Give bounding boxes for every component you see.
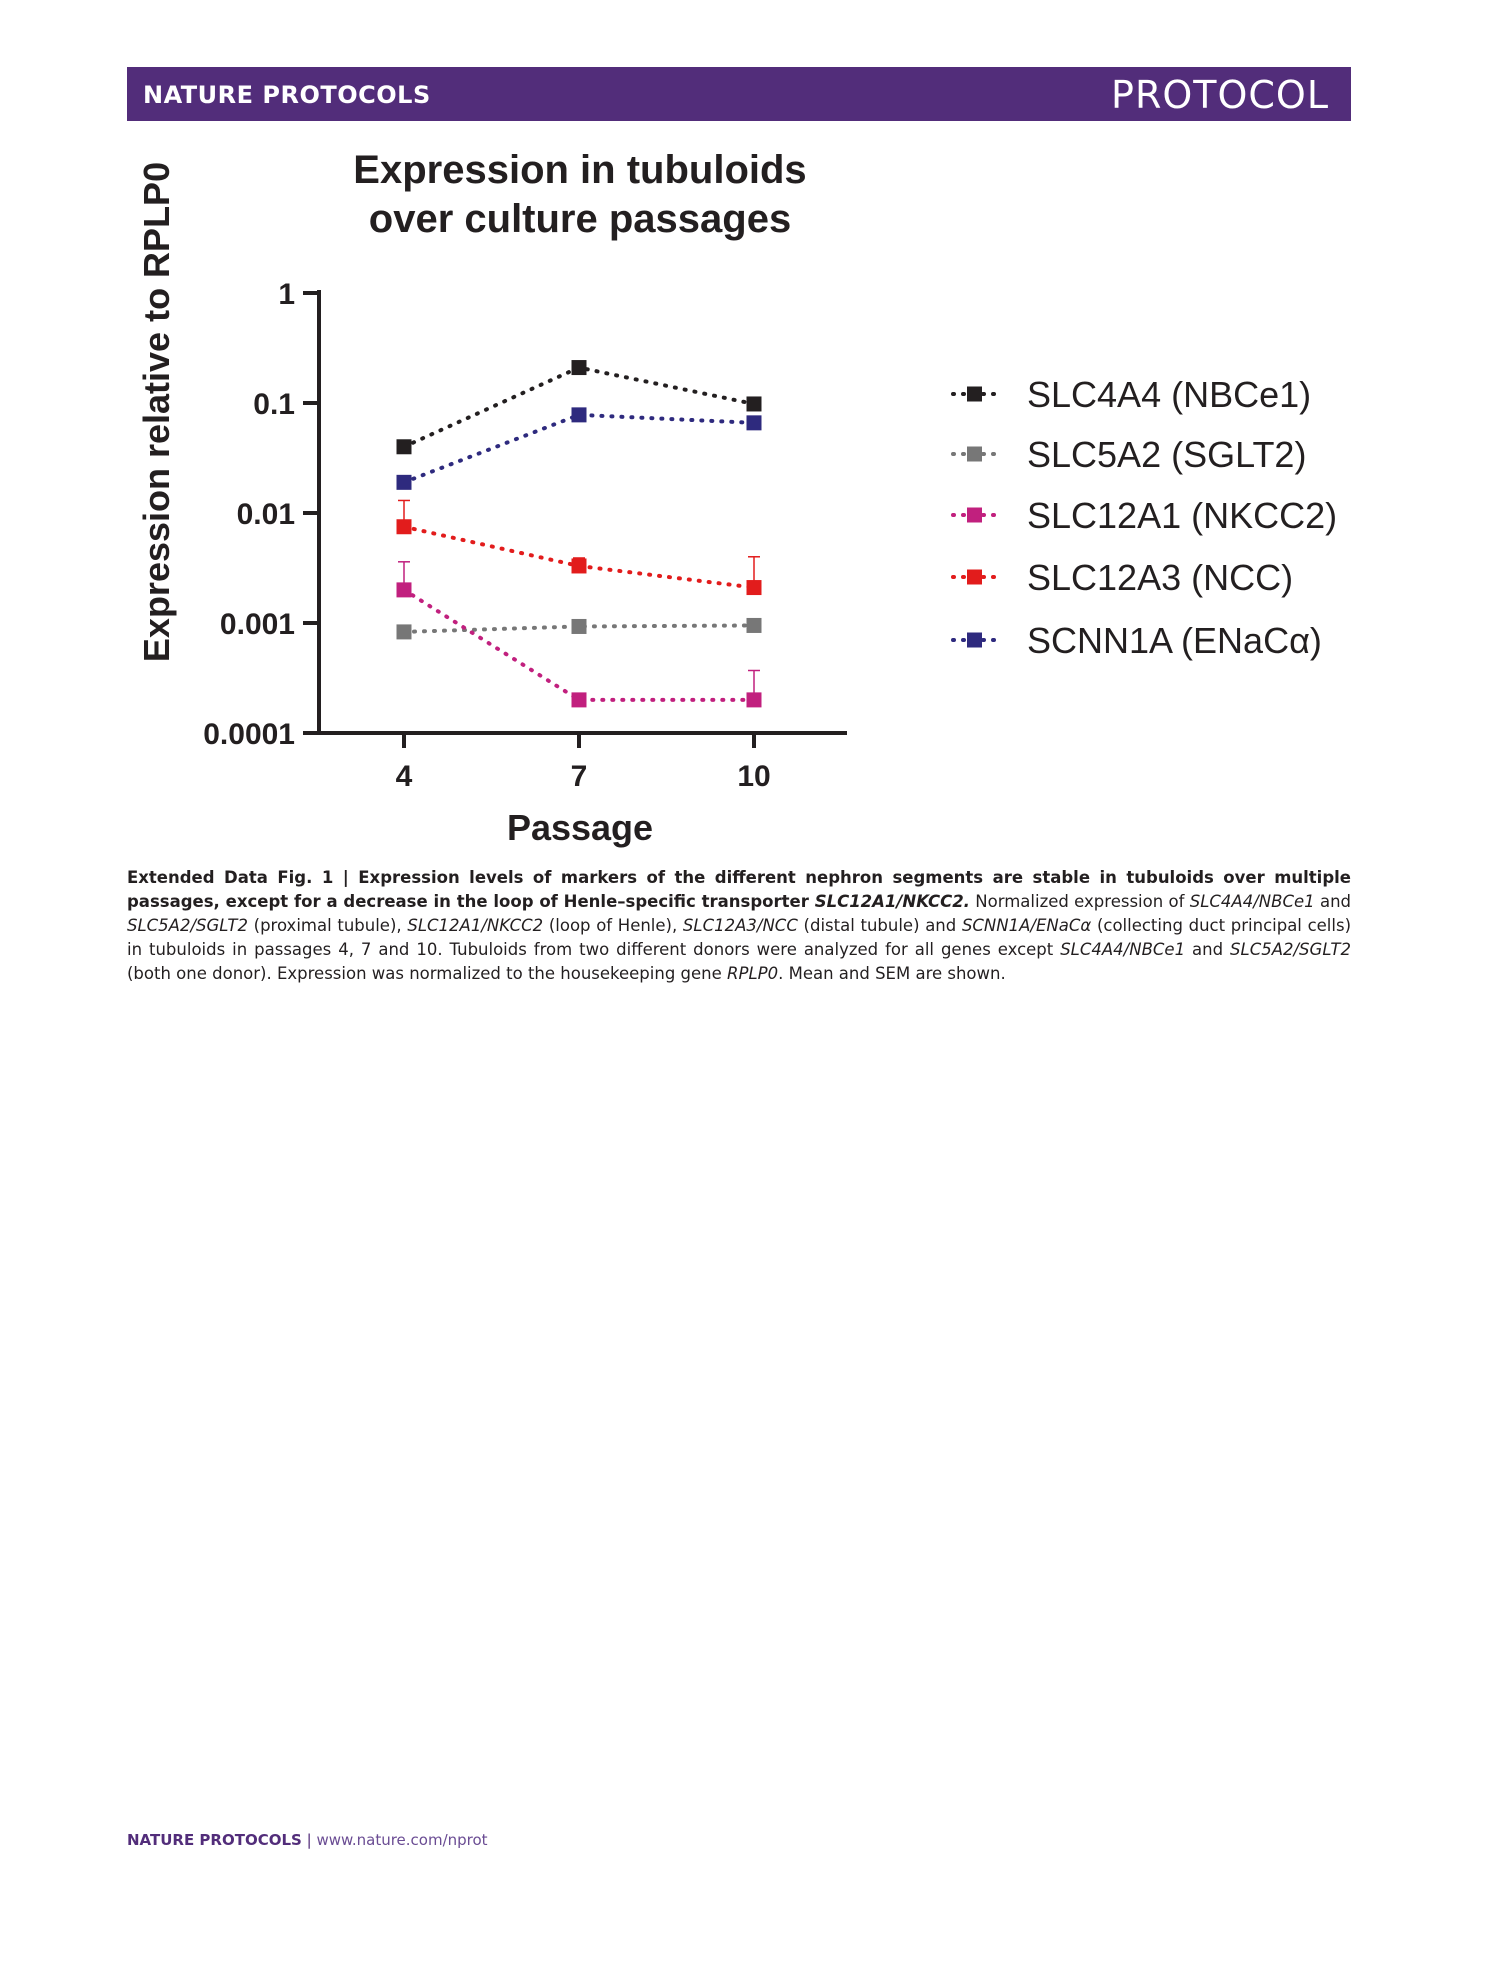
data-point	[397, 519, 412, 534]
data-point	[572, 619, 587, 634]
line-chart	[127, 140, 1351, 860]
series-line	[404, 590, 754, 700]
data-point	[747, 415, 762, 430]
footer	[127, 1831, 488, 1849]
caption-gene: RPLP0	[727, 964, 779, 983]
caption-text: (distal tubule) and	[797, 916, 962, 935]
footer-url[interactable]: www.nature.com/nprot	[316, 1831, 488, 1849]
caption-text: . Mean and SEM are shown.	[778, 964, 1006, 983]
caption-gene: SLC12A3/NCC	[682, 916, 798, 935]
legend-marker	[967, 387, 982, 402]
y-axis-label: Expression relative to RPLP0	[136, 161, 177, 663]
legend-label: SLC5A2 (SGLT2)	[1027, 434, 1307, 475]
series-line	[404, 415, 754, 482]
article-type: PROTOCOL	[1111, 73, 1329, 117]
y-tick-label: 1	[278, 278, 295, 311]
legend-marker	[967, 633, 982, 648]
caption-gene: SLC5A2/SGLT2	[127, 916, 248, 935]
data-point	[397, 439, 412, 454]
caption-text: Normalized expression of	[969, 892, 1190, 911]
legend-label: SCNN1A (ENaCα)	[1027, 620, 1322, 661]
y-tick-label: 0.001	[219, 608, 295, 641]
legend-marker	[967, 508, 982, 523]
caption-text: (collecting duct principal cells) in tubuloids in passages 4, 7 and 10. Tubuloids from two different donors were analyzed for all genes except	[127, 916, 1352, 959]
footer-separator: |	[301, 1831, 317, 1849]
data-point	[747, 580, 762, 595]
header-bar	[127, 67, 1351, 121]
caption-text: (proximal tubule),	[247, 916, 408, 935]
caption-gene: SLC4A4/NBCe1	[1189, 892, 1315, 911]
caption-gene: SLC5A2/SGLT2	[1230, 940, 1351, 959]
data-point	[397, 624, 412, 639]
chart-title-line1: Expression in tubuloids	[353, 148, 807, 192]
caption-text: (both one donor). Expression was normalized to the housekeeping gene	[127, 964, 728, 983]
data-point	[397, 582, 412, 597]
data-point	[572, 692, 587, 707]
caption-text: and	[1314, 892, 1351, 911]
legend-marker	[967, 447, 982, 462]
series-line	[404, 527, 754, 588]
x-tick-label: 7	[570, 760, 588, 793]
data-point	[747, 692, 762, 707]
data-point	[572, 558, 587, 573]
data-point	[397, 475, 412, 490]
data-point	[572, 407, 587, 422]
footer-journal: NATURE PROTOCOLS	[127, 1831, 302, 1849]
chart-title-line2: over culture passages	[368, 197, 792, 241]
caption-title-gene: SLC12A1/NKCC2.	[814, 892, 970, 911]
y-tick-label: 0.1	[253, 388, 295, 421]
legend-label: SLC12A3 (NCC)	[1027, 557, 1294, 598]
legend-label: SLC12A1 (NKCC2)	[1027, 495, 1338, 536]
legend-label: SLC4A4 (NBCe1)	[1027, 374, 1312, 415]
series-line	[404, 368, 754, 447]
data-point	[747, 618, 762, 633]
data-point	[747, 396, 762, 411]
y-tick-label: 0.0001	[203, 718, 295, 751]
caption-gene: SLC4A4/NBCe1	[1060, 940, 1186, 959]
caption-gene: SCNN1A/ENaCα	[961, 916, 1092, 935]
caption-text: and	[1185, 940, 1231, 959]
x-axis-label: Passage	[506, 807, 654, 848]
legend-marker	[967, 570, 982, 585]
x-tick-label: 4	[395, 760, 413, 793]
caption-title: Extended Data Fig. 1 | Expression levels of markers of the different nephron segments are stable in tubuloids over multiple passages, except for a decrease in the loop of Henle–specific transporter	[127, 868, 1351, 911]
y-tick-label: 0.01	[236, 498, 295, 531]
data-point	[572, 360, 587, 375]
caption-text: (loop of Henle),	[543, 916, 683, 935]
figure-caption	[127, 866, 1351, 986]
caption-gene: SLC12A1/NKCC2	[407, 916, 544, 935]
journal-name: NATURE PROTOCOLS	[143, 81, 431, 109]
x-tick-label: 10	[737, 760, 771, 793]
figure	[127, 140, 1351, 860]
